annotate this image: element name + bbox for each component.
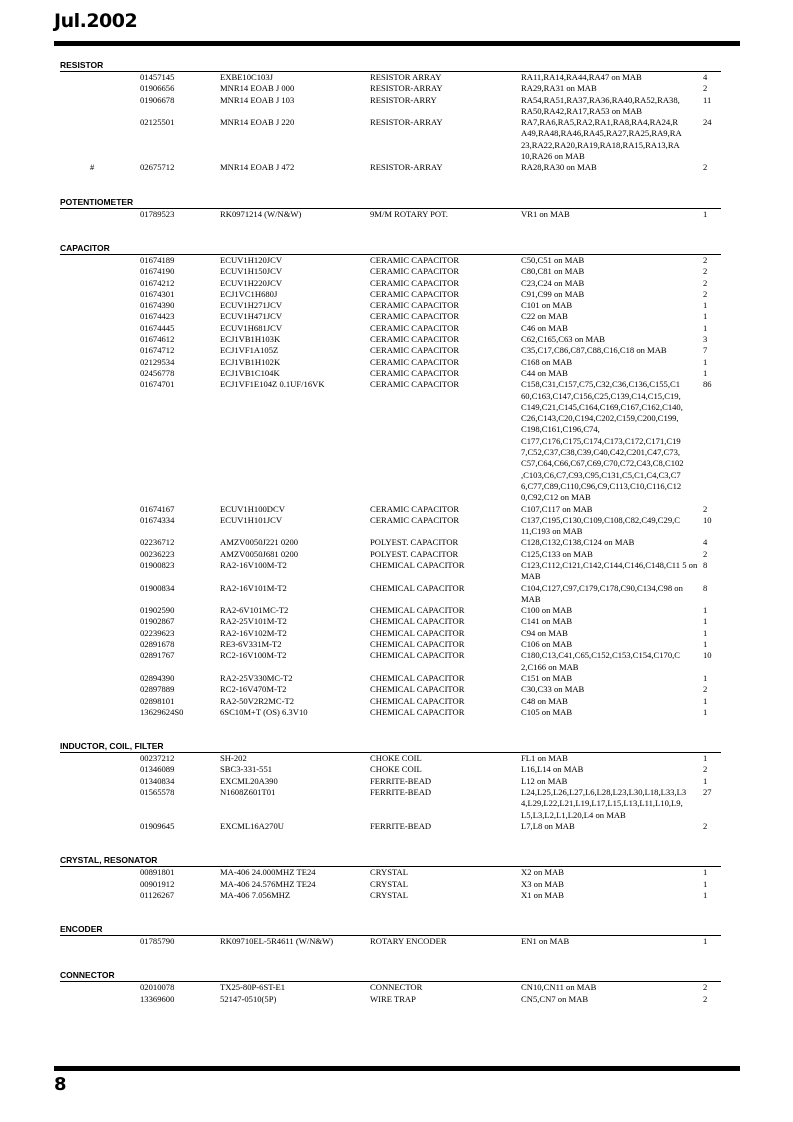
part-name: CERAMIC CAPACITOR	[370, 288, 460, 299]
part-description: MA-406 24.000MHZ TE24	[220, 867, 316, 878]
part-quantity: 7	[703, 345, 708, 356]
part-name: CRYSTAL	[370, 867, 408, 878]
part-quantity: 1	[703, 867, 708, 878]
part-quantity: 2	[703, 548, 708, 559]
part-number: 01674190	[140, 266, 175, 277]
part-number: 01457145	[140, 72, 175, 82]
part-quantity: 2	[703, 764, 708, 775]
part-description: ECJ1VF1A105Z	[220, 345, 279, 356]
table-row	[60, 162, 724, 173]
part-location: C30,C33 on MAB	[521, 684, 585, 695]
part-location: RA29,RA31 on MAB	[521, 83, 597, 94]
table-row	[60, 753, 724, 764]
table-row	[60, 117, 724, 162]
part-number: 01674612	[140, 334, 175, 345]
part-quantity: 2	[703, 288, 708, 299]
part-quantity: 11	[703, 94, 712, 105]
part-name: CHEMICAL CAPACITOR	[370, 582, 465, 593]
part-quantity: 2	[703, 162, 708, 173]
part-location: RA7,RA6,RA5,RA2,RA1,RA8,RA4,RA24,R A49,RA48,RA46,RA45,RA27,RA25,RA9,RA 23,RA22,RA20,RA19,RA18,RA15,RA13,RA 10,RA26 on MAB	[521, 117, 682, 162]
part-name: FERRITE-BEAD	[370, 775, 432, 786]
table-row	[60, 936, 724, 947]
part-description: RC2-16V470M-T2	[220, 684, 287, 695]
part-location: C168 on MAB	[521, 356, 573, 367]
part-number: 01906656	[140, 83, 175, 94]
part-number: 01674301	[140, 288, 175, 299]
part-quantity: 1	[703, 706, 708, 717]
part-number: 01789523	[140, 208, 175, 219]
part-name: FERRITE-BEAD	[370, 820, 432, 831]
table-row	[60, 83, 724, 94]
part-quantity: 2	[703, 684, 708, 695]
part-location: C50,C51 on MAB	[521, 254, 585, 265]
table-row	[60, 289, 724, 300]
part-description: ECUV1H150JCV	[220, 266, 283, 277]
part-description: ECJ1VB1H102K	[220, 356, 281, 367]
part-quantity: 10	[703, 514, 712, 525]
part-description: ECJ1VB1H103K	[220, 334, 281, 345]
part-location: CN10,CN11 on MAB	[521, 982, 597, 993]
part-name: RESISTOR-ARRAY	[370, 117, 443, 128]
part-name: CERAMIC CAPACITOR	[370, 379, 460, 390]
part-name: ROTARY ENCODER	[370, 936, 447, 947]
part-location: C137,C195,C130,C109,C108,C82,C49,C29,C 11,C193 on MAB	[521, 514, 681, 537]
part-name: CRYSTAL	[370, 878, 408, 889]
part-quantity: 1	[703, 322, 708, 333]
part-quantity: 1	[703, 878, 708, 889]
table-row	[60, 357, 724, 368]
part-location: C141 on MAB	[521, 616, 573, 627]
part-number: 00891801	[140, 867, 175, 878]
part-description: MA-406 24.576MHZ TE24	[220, 878, 316, 889]
part-location: C91,C99 on MAB	[521, 288, 585, 299]
table-row	[60, 345, 724, 356]
part-location: C101 on MAB	[521, 300, 573, 311]
part-location: C46 on MAB	[521, 322, 568, 333]
parts-section	[60, 970, 724, 1005]
part-description: RA2-25V101M-T2	[220, 616, 287, 627]
part-name: CERAMIC CAPACITOR	[370, 266, 460, 277]
part-quantity: 3	[703, 334, 708, 345]
table-row	[60, 707, 724, 718]
table-row	[60, 311, 724, 322]
part-quantity: 1	[703, 605, 708, 616]
part-quantity: 1	[703, 311, 708, 322]
part-quantity: 8	[703, 582, 708, 593]
part-name: RESISTOR ARRAY	[370, 72, 442, 82]
part-name: CHEMICAL CAPACITOR	[370, 605, 465, 616]
parts-section	[60, 243, 724, 718]
part-number: 01674167	[140, 503, 175, 514]
part-quantity: 1	[703, 616, 708, 627]
part-location: C100 on MAB	[521, 605, 573, 616]
part-description: SBC3-331-551	[220, 764, 273, 775]
part-number: 01674212	[140, 277, 175, 288]
part-location: X1 on MAB	[521, 889, 564, 900]
section-title: ENCODER	[60, 924, 721, 936]
table-row	[60, 821, 724, 832]
part-number: 02010078	[140, 982, 175, 993]
table-row	[60, 278, 724, 289]
part-description: N1608Z601T01	[220, 787, 276, 798]
part-location: C35,C17,C86,C87,C88,C16,C18 on MAB	[521, 345, 667, 356]
table-row	[60, 673, 724, 684]
section-title: INDUCTOR, COIL, FILTER	[60, 741, 721, 753]
part-name: CRYSTAL	[370, 889, 408, 900]
part-quantity: 1	[703, 367, 708, 378]
table-row	[60, 605, 724, 616]
part-name: CERAMIC CAPACITOR	[370, 322, 460, 333]
part-location: EN1 on MAB	[521, 936, 570, 947]
part-location: C107,C117 on MAB	[521, 503, 593, 514]
part-name: CHOKE COIL	[370, 764, 422, 775]
part-quantity: 1	[703, 775, 708, 786]
part-name: CHEMICAL CAPACITOR	[370, 627, 465, 638]
part-number: 02236712	[140, 537, 175, 548]
part-number: 00901912	[140, 878, 175, 889]
part-description: RK09710EL-5R4611 (W/N&W)	[220, 936, 334, 947]
part-name: RESISTOR-ARRAY	[370, 162, 443, 173]
part-description: ECUV1H681JCV	[220, 322, 283, 333]
part-location: RA54,RA51,RA37,RA36,RA40,RA52,RA38, RA50,RA42,RA17,RA53 on MAB	[521, 94, 680, 116]
part-description: EXBE10C103J	[220, 72, 273, 82]
part-name: CHOKE COIL	[370, 753, 422, 764]
table-row	[60, 560, 724, 583]
part-name: CHEMICAL CAPACITOR	[370, 684, 465, 695]
table-row	[60, 650, 724, 673]
section-title: CAPACITOR	[60, 243, 721, 255]
table-row	[60, 696, 724, 707]
table-row	[60, 994, 724, 1005]
part-description: RA2-16V102M-T2	[220, 627, 287, 638]
part-number: 01674189	[140, 254, 175, 265]
part-quantity: 24	[703, 117, 712, 128]
part-number: 02129534	[140, 356, 175, 367]
part-description: RA2-16V101M-T2	[220, 582, 287, 593]
part-description: MNR14 EOAB J 220	[220, 117, 295, 128]
part-description: AMZV0050J681 0200	[220, 548, 299, 559]
part-description: ECUV1H271JCV	[220, 300, 283, 311]
table-row	[60, 504, 724, 515]
table-row	[60, 616, 724, 627]
part-location: C123,C112,C121,C142,C144,C146,C148,C11 5 on MAB	[521, 559, 698, 582]
part-description: ECUV1H220JCV	[220, 277, 283, 288]
part-location: C22 on MAB	[521, 311, 568, 322]
part-location: X2 on MAB	[521, 867, 564, 878]
part-number: 01900834	[140, 582, 175, 593]
part-location: C23,C24 on MAB	[521, 277, 585, 288]
part-description: ECUV1H120JCV	[220, 254, 283, 265]
part-number: 01340834	[140, 775, 175, 786]
part-name: CERAMIC CAPACITOR	[370, 345, 460, 356]
part-number: 02125501	[140, 117, 175, 128]
part-description: EXCML16A270U	[220, 820, 284, 831]
part-name: RESISTOR-ARRY	[370, 94, 437, 105]
part-number: 01674423	[140, 311, 175, 322]
part-location: C158,C31,C157,C75,C32,C36,C136,C155,C1 60,C163,C147,C156,C25,C139,C14,C15,C19, C149,C21,C145,C164,C169,C167,C162,C140, C26,C143,C20,C194,C202,C159,C200,C199, C198,C161,C196,C74, C177,C176,C175,C174,C173,C172,C171,C19 7,C52,C37,C38,C39,C40,C42,C201,C47,C73, C57,C64,C66,C67,C69,C70,C72,C43,C8,C102 ,C103,C6,C7,C93,C95,C131,C5,C1,C4,C3,C7 6,C77,C89,C110,C96,C9,C113,C10,C116,C12 0,C92,C12 on MAB	[521, 379, 684, 503]
table-row	[60, 890, 724, 901]
part-name: CHEMICAL CAPACITOR	[370, 639, 465, 650]
table-row	[60, 549, 724, 560]
part-location: L24,L25,L26,L27,L6,L28,L23,L30,L18,L33,L3 4,L29,L22,L21,L19,L17,L15,L13,L11,L10,L9, L5,L3,L2,L1,L20,L4 on MAB	[521, 787, 687, 820]
part-location: L16,L14 on MAB	[521, 764, 584, 775]
part-quantity: 1	[703, 639, 708, 650]
part-number: 00237212	[140, 753, 175, 764]
part-quantity: 2	[703, 266, 708, 277]
table-row	[60, 300, 724, 311]
table-row	[60, 95, 724, 118]
part-quantity: 1	[703, 208, 708, 219]
part-name: CHEMICAL CAPACITOR	[370, 672, 465, 683]
part-number: 02675712	[140, 162, 175, 173]
part-number: 01909645	[140, 820, 175, 831]
part-quantity: 1	[703, 300, 708, 311]
part-description: MA-406 7.056MHZ	[220, 889, 291, 900]
part-number: 02891678	[140, 639, 175, 650]
part-description: ECUV1H101JCV	[220, 514, 283, 525]
part-name: CHEMICAL CAPACITOR	[370, 559, 465, 570]
table-row	[60, 537, 724, 548]
section-title: POTENTIOMETER	[60, 197, 721, 209]
parts-section	[60, 855, 724, 901]
parts-section	[60, 197, 724, 220]
part-description: SH-202	[220, 753, 247, 764]
part-number: 01902867	[140, 616, 175, 627]
part-quantity: 1	[703, 627, 708, 638]
parts-section	[60, 741, 724, 832]
part-name: CERAMIC CAPACITOR	[370, 367, 460, 378]
part-location: C44 on MAB	[521, 367, 568, 378]
part-number: 01565578	[140, 787, 175, 798]
table-row	[60, 764, 724, 775]
table-row	[60, 323, 724, 334]
part-description: RA2-16V100M-T2	[220, 559, 287, 570]
part-location: L12 on MAB	[521, 775, 568, 786]
part-location: X3 on MAB	[521, 878, 564, 889]
part-location: C151 on MAB	[521, 672, 573, 683]
table-row	[60, 515, 724, 538]
part-location: C104,C127,C97,C179,C178,C90,C134,C98 on MAB	[521, 582, 683, 604]
part-description: EXCML20A390	[220, 775, 278, 786]
part-name: WIRE TRAP	[370, 993, 416, 1004]
footer-rule	[54, 1066, 740, 1071]
part-quantity: 8	[703, 559, 708, 570]
part-number: 00236223	[140, 548, 175, 559]
part-quantity: 2	[703, 254, 708, 265]
part-description: ECJ1VB1C104K	[220, 367, 280, 378]
table-row	[60, 368, 724, 379]
part-name: CERAMIC CAPACITOR	[370, 300, 460, 311]
part-description: ECJ1VC1H680J	[220, 288, 278, 299]
part-location: C48 on MAB	[521, 695, 568, 706]
part-name: CERAMIC CAPACITOR	[370, 503, 460, 514]
part-number: 01674712	[140, 345, 175, 356]
part-name: CERAMIC CAPACITOR	[370, 254, 460, 265]
part-quantity: 2	[703, 993, 708, 1004]
part-quantity: 10	[703, 650, 712, 661]
part-quantity: 2	[703, 820, 708, 831]
part-description: RA2-50V2R2MC-T2	[220, 695, 295, 706]
part-description: RA2-6V101MC-T2	[220, 605, 289, 616]
table-row	[60, 255, 724, 266]
part-mark: #	[90, 162, 95, 173]
part-description: RA2-25V330MC-T2	[220, 672, 293, 683]
part-name: POLYEST. CAPACITOR	[370, 537, 459, 548]
part-name: CONNECTOR	[370, 982, 423, 993]
section-title: CONNECTOR	[60, 970, 721, 982]
part-description: TX25-80P-6ST-E1	[220, 982, 286, 993]
part-name: CERAMIC CAPACITOR	[370, 334, 460, 345]
table-row	[60, 628, 724, 639]
part-quantity: 1	[703, 889, 708, 900]
part-description: RC2-16V100M-T2	[220, 650, 287, 661]
part-location: C128,C132,C138,C124 on MAB	[521, 537, 635, 548]
part-description: 6SC10M+T (OS) 6.3V10	[220, 706, 308, 717]
page-header-date: Jul.2002	[54, 10, 138, 32]
part-name: CHEMICAL CAPACITOR	[370, 650, 465, 661]
part-quantity: 4	[703, 72, 708, 82]
part-description: ECUV1H100DCV	[220, 503, 285, 514]
table-row	[60, 583, 724, 606]
part-quantity: 1	[703, 936, 708, 947]
part-location: C106 on MAB	[521, 639, 573, 650]
part-quantity: 27	[703, 787, 712, 798]
parts-section	[60, 60, 724, 174]
part-number: 01674445	[140, 322, 175, 333]
table-row	[60, 982, 724, 993]
table-row	[60, 867, 724, 878]
part-description: AMZV0050J221 0200	[220, 537, 299, 548]
part-name: CHEMICAL CAPACITOR	[370, 695, 465, 706]
part-quantity: 2	[703, 982, 708, 993]
section-title: RESISTOR	[60, 60, 721, 72]
part-name: CERAMIC CAPACITOR	[370, 311, 460, 322]
part-description: RE3-6V331M-T2	[220, 639, 282, 650]
part-location: VR1 on MAB	[521, 208, 570, 219]
part-number: 13629624S0	[140, 706, 184, 717]
part-number: 01346089	[140, 764, 175, 775]
part-number: 01902590	[140, 605, 175, 616]
part-location: C80,C81 on MAB	[521, 266, 585, 277]
part-location: C125,C133 on MAB	[521, 548, 593, 559]
part-number: 01900823	[140, 559, 175, 570]
table-row	[60, 776, 724, 787]
part-name: 9M/M ROTARY POT.	[370, 208, 448, 219]
part-number: 02456778	[140, 367, 175, 378]
table-row	[60, 209, 724, 220]
part-name: POLYEST. CAPACITOR	[370, 548, 459, 559]
part-number: 02898101	[140, 695, 175, 706]
part-name: CERAMIC CAPACITOR	[370, 356, 460, 367]
part-description: MNR14 EOAB J 103	[220, 94, 295, 105]
part-location: C105 on MAB	[521, 706, 573, 717]
part-description: MNR14 EOAB J 472	[220, 162, 295, 173]
table-row	[60, 684, 724, 695]
part-description: ECJ1VF1E104Z 0.1UF/16VK	[220, 379, 325, 390]
table-row	[60, 787, 724, 821]
part-quantity: 1	[703, 672, 708, 683]
part-quantity: 2	[703, 83, 708, 94]
section-title: CRYSTAL, RESONATOR	[60, 855, 721, 867]
part-quantity: 1	[703, 753, 708, 764]
table-row	[60, 379, 724, 503]
part-location: C180,C13,C41,C65,C152,C153,C154,C170,C 2,C166 on MAB	[521, 650, 681, 672]
part-quantity: 1	[703, 356, 708, 367]
part-number: 01674334	[140, 514, 175, 525]
part-number: 01906678	[140, 94, 175, 105]
part-location: L7,L8 on MAB	[521, 820, 575, 831]
part-location: RA11,RA14,RA44,RA47 on MAB	[521, 72, 642, 82]
part-name: CHEMICAL CAPACITOR	[370, 616, 465, 627]
part-number: 01785790	[140, 936, 175, 947]
part-name: FERRITE-BEAD	[370, 787, 432, 798]
part-name: CERAMIC CAPACITOR	[370, 514, 460, 525]
parts-list	[60, 60, 724, 1028]
part-location: FL1 on MAB	[521, 753, 568, 764]
part-name: CERAMIC CAPACITOR	[370, 277, 460, 288]
table-row	[60, 334, 724, 345]
table-row	[60, 639, 724, 650]
table-row	[60, 72, 724, 83]
part-number: 01674390	[140, 300, 175, 311]
part-quantity: 2	[703, 277, 708, 288]
part-location: RA28,RA30 on MAB	[521, 162, 597, 173]
part-number: 01674701	[140, 379, 175, 390]
part-quantity: 86	[703, 379, 712, 390]
part-number: 02891767	[140, 650, 175, 661]
parts-section	[60, 924, 724, 947]
part-number: 02897889	[140, 684, 175, 695]
table-row	[60, 266, 724, 277]
part-quantity: 1	[703, 695, 708, 706]
part-number: 01126267	[140, 889, 175, 900]
header-rule	[54, 41, 740, 46]
page-number: 8	[54, 1074, 67, 1095]
part-location: CN5,CN7 on MAB	[521, 993, 589, 1004]
part-quantity: 4	[703, 537, 708, 548]
part-description: 52147-0510(5P)	[220, 993, 277, 1004]
table-row	[60, 879, 724, 890]
part-number: 02894390	[140, 672, 175, 683]
part-number: 13369600	[140, 993, 175, 1004]
part-location: C94 on MAB	[521, 627, 568, 638]
part-description: ECUV1H471JCV	[220, 311, 283, 322]
part-location: C62,C165,C63 on MAB	[521, 334, 606, 345]
part-name: RESISTOR-ARRAY	[370, 83, 443, 94]
part-name: CHEMICAL CAPACITOR	[370, 706, 465, 717]
part-description: RK0971214 (W/N&W)	[220, 208, 302, 219]
part-quantity: 2	[703, 503, 708, 514]
part-number: 02239623	[140, 627, 175, 638]
part-description: MNR14 EOAB J 000	[220, 83, 295, 94]
